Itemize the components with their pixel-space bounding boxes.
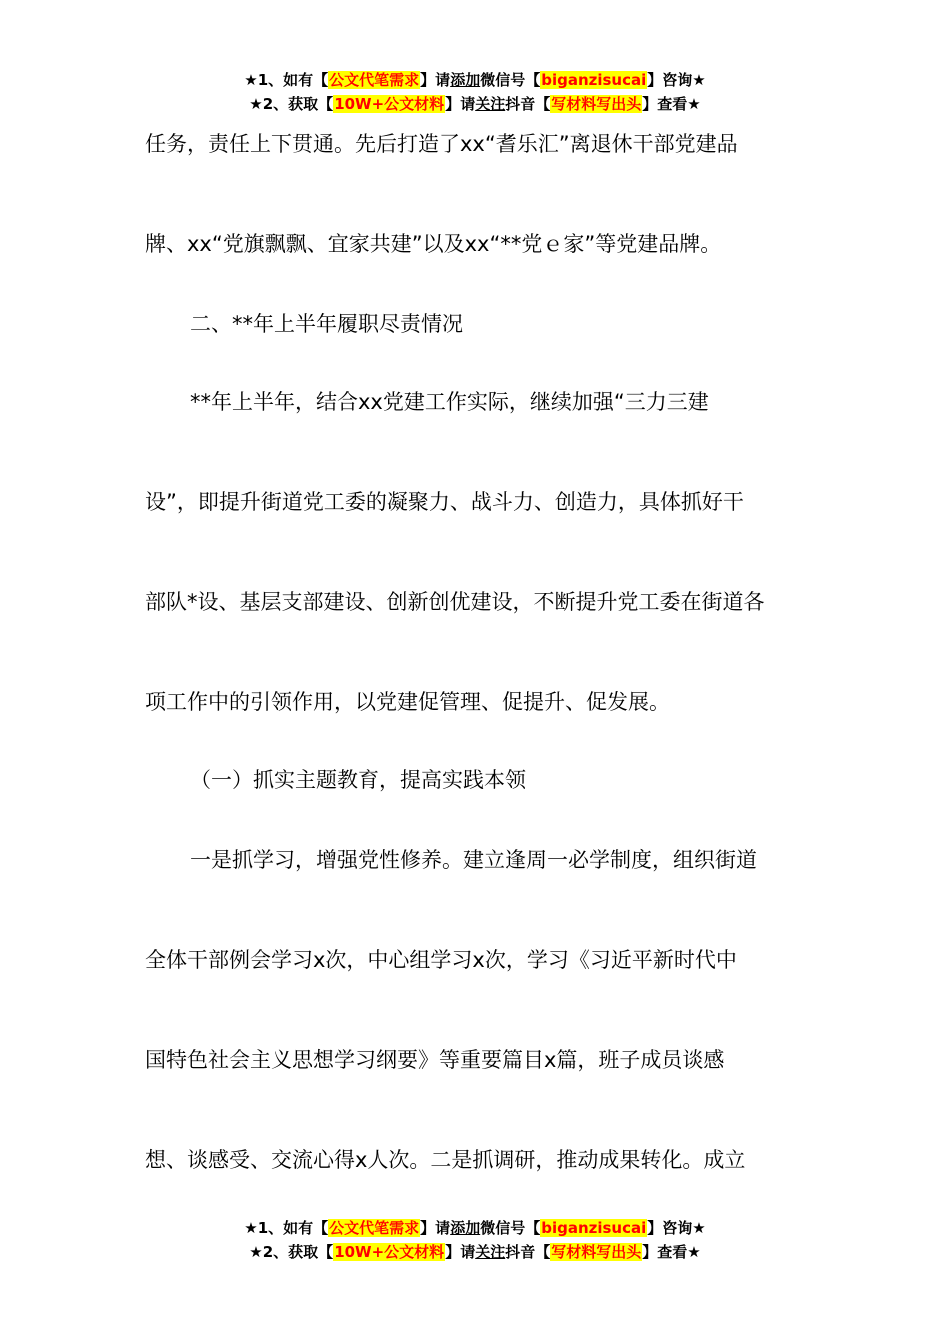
promo-emphasis: 添加: [450, 71, 481, 89]
promo-line-1: [0, 68, 950, 92]
promo-emphasis: 关注: [475, 95, 506, 113]
paragraph-line: 设”，即提升街道党工委的凝聚力、战斗力、创造力，具体抓好干: [145, 490, 744, 514]
paragraph-line: 国特色社会主义思想学习纲要》等重要篇目x篇，班子成员谈感: [145, 1048, 725, 1072]
promo-text: ★2、获取【: [249, 95, 334, 113]
promo-text: 】查看★: [642, 1243, 701, 1261]
promo-banner-top: [0, 68, 950, 116]
paragraph-line: 牌、xx“党旗飘飘、宜家共建”以及xx“**党ｅ家”等党建品牌。: [145, 232, 722, 256]
promo-text: 微信号【: [480, 71, 541, 89]
promo-text: 】咨询★: [647, 71, 706, 89]
paragraph-line: 部队*设、基层支部建设、创新创优建设，不断提升党工委在街道各: [145, 590, 765, 614]
promo-emphasis: 添加: [450, 1219, 481, 1237]
promo-highlight-wechat-id: biganzisucai: [541, 1219, 647, 1237]
promo-highlight: 10W+公文材料: [334, 95, 445, 113]
paragraph-line: 一是抓学习，增强党性修养。建立逢周一必学制度，组织街道: [190, 848, 757, 872]
subsection-heading: （一）抓实主题教育，提高实践本领: [190, 768, 526, 792]
promo-highlight: 公文代笔需求: [329, 1219, 420, 1237]
promo-banner-bottom: [0, 1216, 950, 1264]
promo-text: 】查看★: [642, 95, 701, 113]
promo-text: 】请: [420, 1219, 451, 1237]
promo-emphasis: 关注: [475, 1243, 506, 1261]
promo-highlight: 公文代笔需求: [329, 71, 420, 89]
promo-highlight-douyin: 写材料写出头: [551, 95, 642, 113]
promo-highlight-wechat-id: biganzisucai: [541, 71, 647, 89]
promo-text: 微信号【: [480, 1219, 541, 1237]
promo-line-2: [0, 1240, 950, 1264]
paragraph-line: **年上半年，结合xx党建工作实际，继续加强“三力三建: [190, 390, 709, 414]
promo-text: 抖音【: [505, 95, 551, 113]
promo-highlight-douyin: 写材料写出头: [551, 1243, 642, 1261]
promo-text: 】请: [445, 95, 476, 113]
promo-text: ★2、获取【: [249, 1243, 334, 1261]
paragraph-line: 全体干部例会学习x次，中心组学习x次，学习《习近平新时代中: [145, 948, 737, 972]
paragraph-line: 想、谈感受、交流心得x人次。二是抓调研，推动成果转化。成立: [145, 1148, 746, 1172]
promo-text: 】咨询★: [647, 1219, 706, 1237]
promo-highlight: 10W+公文材料: [334, 1243, 445, 1261]
promo-text: ★1、如有【: [244, 1219, 329, 1237]
promo-text: ★1、如有【: [244, 71, 329, 89]
promo-text: 】请: [420, 71, 451, 89]
promo-text: 】请: [445, 1243, 476, 1261]
promo-line-2: [0, 92, 950, 116]
paragraph-line: 任务，责任上下贯通。先后打造了xx“耆乐汇”离退休干部党建品: [145, 132, 738, 156]
paragraph-line: 项工作中的引领作用，以党建促管理、促提升、促发展。: [145, 690, 670, 714]
promo-text: 抖音【: [505, 1243, 551, 1261]
promo-line-1: [0, 1216, 950, 1240]
section-heading: 二、**年上半年履职尽责情况: [190, 312, 463, 336]
